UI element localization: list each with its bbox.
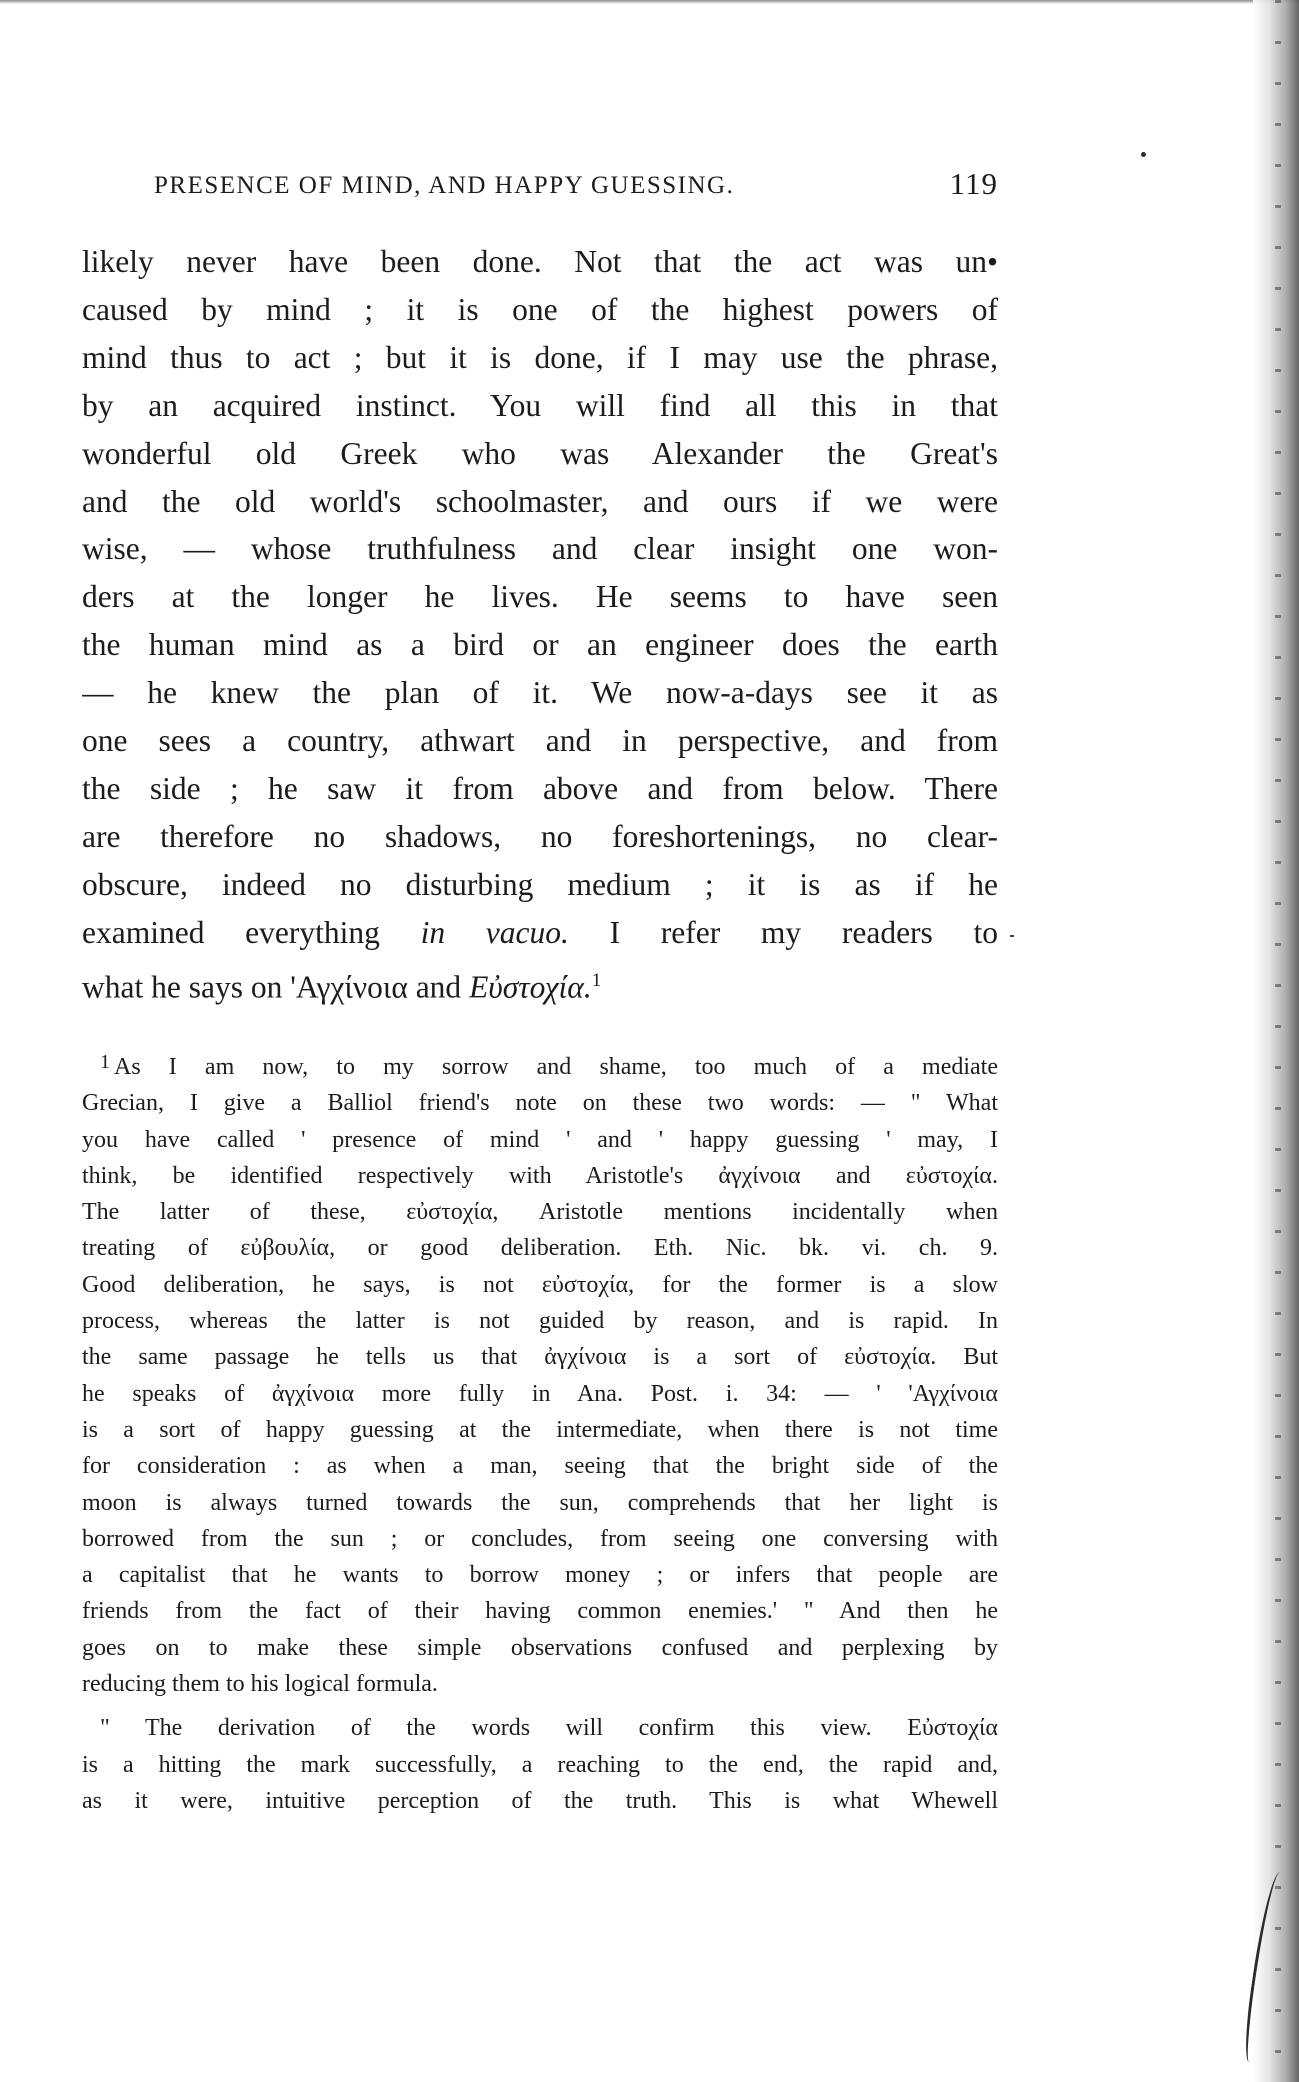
text-line: ders at the longer he lives. He seems to have seen (82, 579, 998, 615)
footnote-reference: 1 (591, 969, 602, 991)
footnote-line: you have called ' presence of mind ' and ' happy guessing ' may, I (82, 1126, 998, 1153)
text-line: the human mind as a bird or an engineer does the earth (82, 627, 998, 663)
text-line: caused by mind ; it is one of the highest powers of (82, 291, 998, 327)
footnote-line: think, be identified respectively with Aristotle's ἀγχίνοια and εὐστοχία. (82, 1162, 998, 1189)
footnote-line: friends from the fact of their having common enemies.' " And then he (82, 1598, 998, 1625)
text-line: the side ; he saw it from above and from below. There (82, 770, 998, 806)
greek-word: 'Αγχίνοια (290, 969, 408, 1005)
footnote-line (82, 1044, 998, 1085)
footnote-number: 1 (100, 1051, 110, 1073)
main-text (82, 238, 998, 1011)
footnote-line: Good deliberation, he says, is not εὐστοχία, for the former is a slow (82, 1271, 998, 1298)
footnote-line: a capitalist that he wants to borrow money ; or infers that people are (82, 1562, 998, 1589)
text-run: As I am now, to my sorrow and shame, too much of a mediate (114, 1054, 998, 1080)
text-line (82, 909, 998, 957)
footnote-line: " The derivation of the words will confirm this view. Εὐστοχία (100, 1715, 998, 1742)
text-line (82, 957, 998, 1011)
footnote-line: is a hitting the mark successfully, a reaching to the end, the rapid and, (82, 1751, 998, 1778)
footnote-line: is a sort of happy guessing at the intermediate, when there is not time (82, 1416, 998, 1443)
text-line: — he knew the plan of it. We now-a-days see it as (82, 675, 998, 711)
footnote-line: goes on to make these simple observations confused and perplexing by (82, 1634, 998, 1661)
text-run: what he says on (82, 969, 291, 1005)
text-run: I refer my readers to (568, 914, 998, 950)
italic-phrase: in vacuo. (420, 914, 569, 950)
footnote-line: moon is always turned towards the sun, comprehends that her light is (82, 1489, 998, 1516)
text-line: wonderful old Greek who was Alexander the Great's (82, 435, 998, 471)
ink-speck (1141, 152, 1146, 157)
page-number: 119 (949, 166, 998, 201)
footnote-line: The latter of these, εὐστοχία, Aristotle mentions incidentally when (82, 1199, 998, 1226)
footnote-line: as it were, intuitive perception of the truth. This is what Whewell (82, 1787, 998, 1814)
footnote-line: the same passage he tells us that ἀγχίνοια is a sort of εὐστοχία. But (82, 1344, 998, 1371)
footnote-line: for consideration : as when a man, seeing that the bright side of the (82, 1453, 998, 1480)
text-line: likely never have been done. Not that the act was un• (82, 244, 998, 279)
text-run: examined everything (82, 914, 421, 950)
text-line: obscure, indeed no disturbing medium ; it is as if he (82, 866, 998, 902)
scan-edge-marks (1275, 0, 1281, 2082)
running-head (82, 164, 998, 208)
text-line: mind thus to act ; but it is done, if I may use the phrase, (82, 339, 998, 375)
running-head-title: PRESENCE OF MIND, AND HAPPY GUESSING. (154, 172, 735, 199)
paragraph-gap (82, 1702, 998, 1710)
text-line: and the old world's schoolmaster, and ours if we were (82, 483, 998, 519)
footnote-line: reducing them to his logical formula. (82, 1671, 438, 1698)
ink-speck (1010, 935, 1014, 937)
footnote-line: borrowed from the sun ; or concludes, from seeing one conversing with (82, 1525, 998, 1552)
footnote-line: he speaks of ἀγχίνοια more fully in Ana. Post. i. 34: — ' 'Αγχίνοια (82, 1380, 998, 1407)
text-run: and (407, 969, 470, 1005)
text-line: one sees a country, athwart and in perspective, and from (82, 723, 998, 759)
greek-word: Εὐστοχία. (469, 969, 592, 1005)
footnote-line: process, whereas the latter is not guided by reason, and is rapid. In (82, 1308, 998, 1335)
text-line: are therefore no shadows, no foreshortenings, no clear- (82, 818, 998, 854)
footnote (82, 1044, 998, 1819)
scan-top-edge (0, 0, 1299, 4)
footnote-line: treating of εὐβουλία, or good deliberation. Eth. Nic. bk. vi. ch. 9. (82, 1235, 998, 1262)
text-line: by an acquired instinct. You will find all this in that (82, 387, 998, 423)
footnote-line: Grecian, I give a Balliol friend's note on these two words: — " What (82, 1090, 998, 1117)
text-line: wise, — whose truthfulness and clear insight one won- (82, 531, 998, 567)
